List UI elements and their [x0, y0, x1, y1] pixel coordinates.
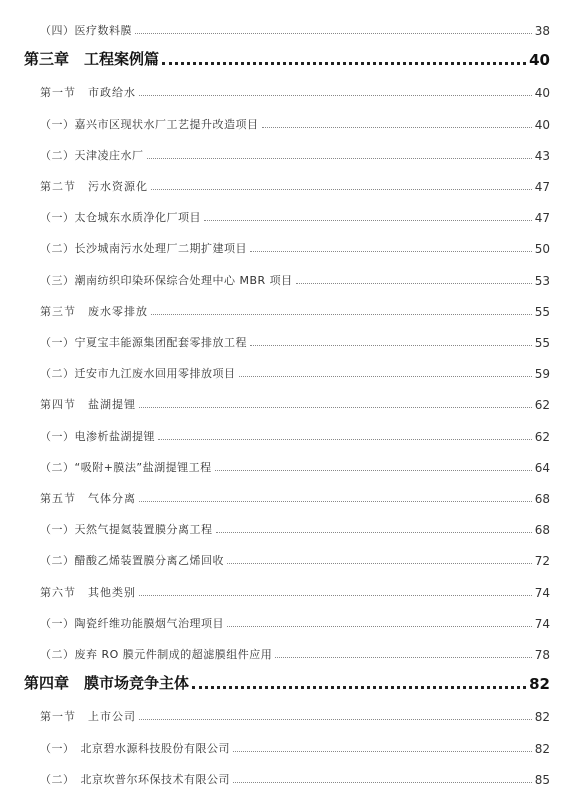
- toc-entry-section[interactable]: [0, 700, 582, 724]
- dot-leader: [204, 220, 532, 221]
- dot-leader: [139, 407, 532, 408]
- toc-entry-title: 第二节 污水资源化: [40, 180, 148, 193]
- dot-leader: [275, 657, 531, 658]
- dot-leader: [233, 751, 532, 752]
- toc-entry-item[interactable]: [0, 513, 582, 537]
- dot-leader: [227, 626, 532, 627]
- toc-entry-page-number: 55: [534, 336, 550, 350]
- toc-entry-page-number: 43: [534, 148, 550, 163]
- toc-entry-page-number: 64: [534, 460, 550, 475]
- dot-leader: [250, 345, 532, 346]
- toc-entry-page-number: 47: [534, 211, 550, 226]
- dot-leader: [139, 501, 532, 502]
- toc-entry-title: （一）电渗析盐湖提锂: [40, 429, 155, 443]
- toc-entry-page-number: 74: [534, 585, 550, 600]
- toc-entry-title: 第三节 废水零排放: [40, 304, 148, 318]
- toc-entry-page-number: 78: [534, 648, 550, 662]
- toc-entry-chapter[interactable]: [0, 669, 582, 693]
- toc-entry-title: （一）宁夏宝丰能源集团配套零排放工程: [40, 336, 247, 349]
- dot-leader: [192, 686, 526, 689]
- toc-entry-page-number: 55: [534, 304, 550, 319]
- toc-entry-page-number: 74: [534, 616, 550, 631]
- toc-entry-title: （一） 北京碧水源科技股份有限公司: [40, 741, 230, 755]
- toc-entry-title: 第四节 盐湖提锂: [40, 398, 136, 412]
- toc-entry-title: （二）迁安市九江废水回用零排放项目: [40, 367, 236, 381]
- toc-entry-page-number: 68: [534, 523, 550, 538]
- toc-entry-title: （二） 北京坎普尔环保技术有限公司: [40, 772, 230, 786]
- toc-entry-title: （一）陶瓷纤维功能膜烟气治理项目: [40, 616, 224, 630]
- toc-entry-chapter[interactable]: [0, 45, 582, 69]
- toc-entry-page-number: 68: [534, 492, 550, 506]
- toc-entry-item[interactable]: [0, 201, 582, 225]
- dot-leader: [139, 719, 532, 720]
- toc-entry-page-number: 50: [534, 242, 550, 257]
- toc-entry-page-number: 85: [534, 772, 550, 787]
- toc-entry-title: （三）潮南纺织印染环保综合处理中心 MBR 项目: [40, 273, 293, 287]
- toc-entry-item[interactable]: [0, 264, 582, 288]
- toc-entry-page-number: 53: [534, 273, 550, 288]
- toc-entry-title: 第五节 气体分离: [40, 492, 136, 505]
- toc-entry-title: 第四章 膜市场竞争主体: [24, 674, 190, 693]
- toc-entry-section[interactable]: [0, 482, 582, 506]
- toc-entry-item[interactable]: [0, 108, 582, 132]
- toc-entry-title: 第六节 其他类别: [40, 585, 136, 599]
- toc-entry-title: 第三章 工程案例篇: [24, 50, 160, 69]
- toc-entry-item[interactable]: [0, 232, 582, 256]
- toc-entry-section[interactable]: [0, 295, 582, 319]
- toc-entry-page-number: 62: [534, 429, 550, 444]
- dot-leader: [162, 62, 526, 65]
- toc-entry-section[interactable]: [0, 76, 582, 100]
- dot-leader: [239, 376, 532, 377]
- toc-entry-page-number: 82: [534, 741, 550, 756]
- toc-entry-title: （二）醋酸乙烯装置膜分离乙烯回收: [40, 554, 224, 568]
- toc-entry-item[interactable]: [0, 139, 582, 163]
- toc-entry-item[interactable]: [0, 732, 582, 756]
- toc-entry-title: （一）太仓城东水质净化厂项目: [40, 211, 201, 225]
- toc-entry-page-number: 59: [534, 367, 550, 382]
- toc-entry-page-number: 38: [534, 24, 550, 38]
- toc-entry-section[interactable]: [0, 170, 582, 194]
- dot-leader: [135, 33, 532, 34]
- dot-leader: [139, 595, 532, 596]
- toc-entry-title: （一）天然气提氦装置膜分离工程: [40, 523, 213, 537]
- toc-entry-item[interactable]: [0, 638, 582, 662]
- dot-leader: [147, 158, 532, 159]
- toc-entry-title: （二）天津凌庄水厂: [40, 148, 144, 162]
- dot-leader: [216, 532, 532, 533]
- toc-entry-page-number: 62: [534, 398, 550, 413]
- toc-entry-page-number: 82: [534, 710, 550, 725]
- toc-entry-title: 第一节 市政给水: [40, 86, 136, 100]
- toc-entry-title: 第一节 上市公司: [40, 710, 136, 724]
- dot-leader: [215, 470, 532, 471]
- toc-entry-item[interactable]: [0, 544, 582, 568]
- toc-entry-item[interactable]: [0, 14, 582, 38]
- toc-entry-item[interactable]: [0, 326, 582, 350]
- dot-leader: [233, 782, 532, 783]
- toc-entry-title: （一）嘉兴市区现状水厂工艺提升改造项目: [40, 117, 259, 131]
- toc-entry-title: （二）“吸附+膜法”盐湖提锂工程: [40, 460, 212, 474]
- dot-leader: [250, 251, 532, 252]
- dot-leader: [151, 314, 532, 315]
- toc-entry-page-number: 47: [534, 180, 550, 194]
- toc-entry-page-number: 40: [534, 86, 550, 101]
- toc-entry-page-number: 72: [534, 554, 550, 569]
- toc-entry-item[interactable]: [0, 357, 582, 381]
- toc-entry-item[interactable]: [0, 607, 582, 631]
- toc-entry-page-number: 40: [534, 117, 550, 132]
- toc-entry-title: （二）废弃 RO 膜元件制成的超滤膜组件应用: [40, 648, 273, 661]
- dot-leader: [262, 127, 532, 128]
- dot-leader: [151, 189, 532, 190]
- dot-leader: [296, 283, 532, 284]
- toc-entry-item[interactable]: [0, 420, 582, 444]
- toc-entry-title: （二）长沙城南污水处理厂二期扩建项目: [40, 242, 247, 256]
- toc-entry-section[interactable]: [0, 576, 582, 600]
- toc-entry-page-number: 40: [529, 51, 550, 70]
- toc-entry-page-number: 82: [529, 675, 550, 694]
- toc-entry-section[interactable]: [0, 388, 582, 412]
- dot-leader: [158, 439, 532, 440]
- toc-entry-item[interactable]: [0, 763, 582, 787]
- dot-leader: [139, 95, 532, 96]
- toc-entry-item[interactable]: [0, 451, 582, 475]
- dot-leader: [227, 563, 532, 564]
- toc-entry-title: （四）医疗数料膜: [40, 24, 132, 37]
